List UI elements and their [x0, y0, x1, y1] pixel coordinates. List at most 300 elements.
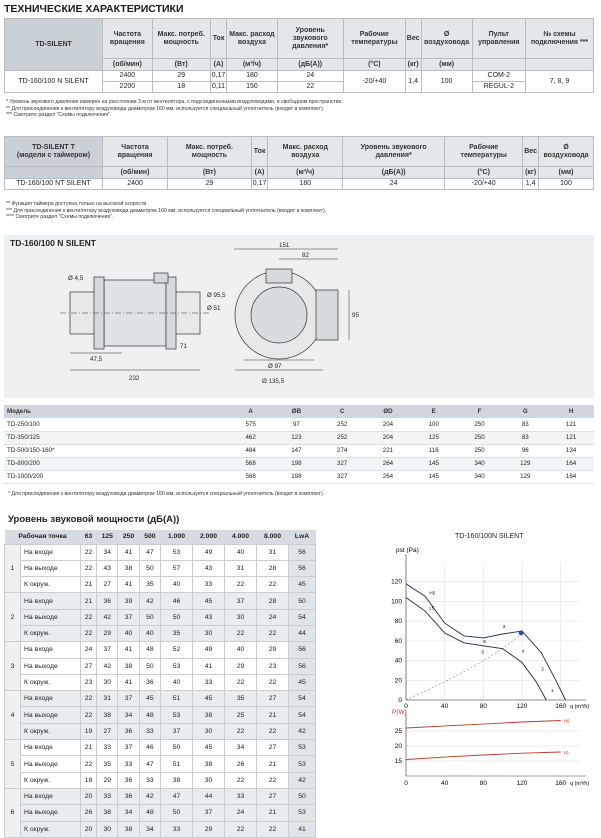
cell: 53 [288, 805, 315, 821]
table-row [5, 658, 316, 674]
cell: TD-250/100 [4, 418, 228, 431]
cell: 30 [193, 772, 225, 788]
cell: На входе [21, 788, 81, 804]
col-header: E [411, 405, 457, 418]
cell: 31 [225, 560, 257, 576]
cell: 83 [502, 418, 548, 431]
cell: 100 [539, 179, 594, 190]
cell: К окруж. [21, 625, 81, 641]
cell: 29 [168, 179, 252, 190]
cell: На выходе [21, 560, 81, 576]
unit: (кг) [405, 59, 421, 71]
model-header: TD-SILENT T (модели с таймером) [5, 137, 103, 167]
chart-title: TD-160/100N SILENT [455, 533, 524, 540]
work-point: 6 [5, 788, 21, 837]
unit: (м³/ч) [227, 59, 277, 71]
cell: 40 [161, 577, 193, 593]
spec-table-timer [4, 136, 594, 190]
cell: 33 [139, 772, 160, 788]
cell: На выходе [21, 658, 81, 674]
terminal-front [266, 269, 292, 283]
dim-97: Ø 97 [268, 363, 282, 370]
cell: 22 [81, 707, 97, 723]
cell: 0,17 [210, 71, 227, 82]
cell: 24 [256, 609, 288, 625]
cell: 31 [256, 544, 288, 560]
col-header: № схемы подключения *** [525, 19, 593, 59]
cell: 42 [97, 658, 118, 674]
unit: (А) [251, 167, 268, 179]
y-tick-label: 20 [394, 743, 402, 750]
cell: К окруж. [21, 772, 81, 788]
x-tick-label: 80 [479, 703, 487, 710]
cell: 38 [118, 658, 139, 674]
cell: 22 [81, 560, 97, 576]
table-row [5, 756, 316, 772]
cell: 37 [193, 805, 225, 821]
cell: 24 [81, 642, 97, 658]
note-line: *** Для присоединения к вентилятору воздуховода диаметром 160 мм, используется специальный уплотнитель (входит в комплект). [6, 207, 327, 214]
cell: 274 [319, 444, 365, 457]
cell: -20/+40 [445, 179, 523, 190]
cell: 340 [457, 470, 503, 483]
cell: 250 [457, 431, 503, 444]
cell: 22 [256, 577, 288, 593]
col-header: Уровень звукового давления* [277, 19, 343, 59]
cell: 36 [97, 593, 118, 609]
cell: 42 [288, 772, 315, 788]
cell: 33 [161, 821, 193, 837]
col-header: Вес [523, 137, 539, 167]
cell: 33 [97, 788, 118, 804]
point-label: 4 [522, 648, 525, 654]
y-tick-label: 100 [391, 598, 402, 606]
cell: 38 [118, 560, 139, 576]
work-point: 4 [5, 691, 21, 740]
cell: 37 [161, 723, 193, 739]
unit: (°С) [445, 167, 523, 179]
table-row [5, 772, 316, 788]
cell: 121 [548, 431, 594, 444]
cell: 41 [193, 658, 225, 674]
y-tick-label: 60 [394, 637, 402, 645]
dim-82: 82 [302, 252, 309, 259]
unit [472, 59, 525, 71]
unit: (Вт) [152, 59, 210, 71]
unit: (кг) [523, 167, 539, 179]
cell: 575 [228, 418, 274, 431]
unit: (м³/ч) [268, 167, 343, 179]
table-row [5, 593, 316, 609]
cell: 54 [288, 691, 315, 707]
series-label: H5 [429, 590, 436, 596]
cell: 40 [139, 625, 160, 641]
fan-drawing [4, 235, 594, 398]
cell: 327 [319, 457, 365, 470]
table-row [5, 609, 316, 625]
cell: 0,17 [251, 179, 268, 190]
cell: 21 [256, 707, 288, 723]
cell: 83 [502, 431, 548, 444]
col-header: 4.000 [225, 530, 257, 544]
cell: 462 [228, 431, 274, 444]
cell: 97 [274, 418, 320, 431]
cell: 23 [81, 674, 97, 690]
cell: 51 [161, 756, 193, 772]
cell: 35 [225, 691, 257, 707]
x-tick-label: 40 [441, 780, 449, 787]
cell: 180 [227, 71, 277, 82]
cell: 45 [139, 691, 160, 707]
series-line-L5 [406, 598, 546, 701]
cell: 221 [365, 444, 411, 457]
col-header: 8.000 [256, 530, 288, 544]
cell: 29 [256, 642, 288, 658]
cell: 22 [256, 821, 288, 837]
operating-point [519, 631, 524, 636]
col-header: ØB [274, 405, 320, 418]
cell: 22 [225, 674, 257, 690]
table-row [4, 418, 594, 431]
cell: На входе [21, 544, 81, 560]
col-header: G [502, 405, 548, 418]
col-header: Макс. потреб. мощность [152, 19, 210, 59]
model-header: TD-SILENT [5, 19, 103, 71]
cell: 40 [161, 674, 193, 690]
cell: 52 [161, 642, 193, 658]
cell: 22 [81, 691, 97, 707]
cell: 21 [81, 593, 97, 609]
cell: 18 [81, 772, 97, 788]
work-point: 2 [5, 593, 21, 642]
y-tick-label: 25 [394, 728, 402, 735]
cell: 33 [97, 740, 118, 756]
cell: 45 [193, 740, 225, 756]
cell: 2200 [103, 82, 153, 93]
cell: 204 [365, 431, 411, 444]
col-header: Ток [251, 137, 268, 167]
cell: 568 [228, 457, 274, 470]
y-tick-label: 80 [394, 618, 402, 626]
cell: 47 [139, 544, 160, 560]
y-axis-label: pst (Pa) [396, 547, 419, 554]
point-label: 2 [541, 666, 544, 672]
cell: На выходе [21, 609, 81, 625]
cell: 21 [256, 756, 288, 772]
cell: На выходе [21, 707, 81, 723]
cell: 33 [193, 577, 225, 593]
cell: На входе [21, 642, 81, 658]
cell: 53 [161, 544, 193, 560]
cell: 24 [343, 179, 445, 190]
x-tick-label: 120 [516, 780, 528, 787]
unit: (об/мин) [103, 167, 168, 179]
cell: 125 [411, 431, 457, 444]
col-header: LwA [288, 530, 315, 544]
cell: 35 [97, 756, 118, 772]
cell: 100 [421, 71, 472, 93]
work-point: 5 [5, 740, 21, 789]
x-tick-label: 80 [479, 780, 487, 787]
cell: 22 [225, 772, 257, 788]
cell: 26 [81, 805, 97, 821]
cell: 1,4 [405, 71, 421, 93]
cell: 45 [288, 674, 315, 690]
cell: 22 [256, 723, 288, 739]
x-tick-label: 40 [441, 703, 449, 710]
cell: 29 [225, 658, 257, 674]
cell: 40 [225, 544, 257, 560]
cell: К окруж. [21, 674, 81, 690]
dim-95-5: Ø 95,5 [207, 292, 226, 299]
note-line: ** Для присоединения к вентилятору воздуховода диаметром 160 мм, используется специальный уплотнитель (входит в комплект). [6, 105, 325, 112]
side-box [316, 290, 338, 340]
cell: 27 [256, 740, 288, 756]
cell: 568 [228, 470, 274, 483]
cell: 22 [81, 609, 97, 625]
x-tick-label: 0 [404, 780, 408, 787]
cell: 28 [256, 560, 288, 576]
sound-title: Уровень звуковой мощности (дБ(А)) [8, 514, 180, 525]
cell: 145 [411, 470, 457, 483]
note-line: *** Смотрите раздел "Схемы подключения". [6, 112, 112, 118]
y-tick-label: 15 [394, 758, 402, 765]
dim-71: 71 [180, 343, 187, 350]
cell: 53 [161, 707, 193, 723]
col-header: Рабочие температуры [343, 19, 405, 59]
cell: 145 [411, 457, 457, 470]
col-header: F [457, 405, 503, 418]
drawing-title: TD-160/100 N SILENT [10, 238, 96, 248]
point-label: 5 [481, 649, 484, 655]
cell: 56 [288, 544, 315, 560]
cell: К окруж. [21, 821, 81, 837]
unit: (А) [210, 59, 227, 71]
table-row [5, 544, 316, 560]
cell: 30 [193, 723, 225, 739]
cell: 42 [139, 593, 160, 609]
col-header: ØD [365, 405, 411, 418]
table-row [5, 723, 316, 739]
cell: 164 [548, 470, 594, 483]
cell: 56 [288, 642, 315, 658]
dim-95: 95 [352, 312, 359, 319]
cell: 34 [139, 821, 160, 837]
cell: 29 [193, 821, 225, 837]
cell: 49 [193, 544, 225, 560]
cell: TD-1000/200 [4, 470, 228, 483]
cell: 150 [227, 82, 277, 93]
cell: 43 [97, 560, 118, 576]
cell: 25 [225, 707, 257, 723]
cell: На входе [21, 740, 81, 756]
unit: (мм) [539, 167, 594, 179]
terminal-box [154, 273, 168, 283]
fan-curve-chart [362, 540, 598, 798]
cell: 27 [81, 658, 97, 674]
cell: 42 [288, 723, 315, 739]
cell: 22 [225, 625, 257, 641]
model-cell: TD-160/100 N SILENT [5, 71, 103, 93]
table-row [5, 560, 316, 576]
cell: COM-2 [472, 71, 525, 82]
cell: 22 [256, 674, 288, 690]
cell: 56 [288, 560, 315, 576]
cell: К окруж. [21, 577, 81, 593]
cell: 38 [193, 707, 225, 723]
notes-1 [6, 99, 343, 119]
cell: 50 [161, 740, 193, 756]
cell: 164 [548, 457, 594, 470]
cell: 24 [277, 71, 343, 82]
cell: 24 [225, 805, 257, 821]
col-header: Ø воздуховода [421, 19, 472, 59]
cell: 41 [118, 642, 139, 658]
cell: На выходе [21, 756, 81, 772]
work-point: 1 [5, 544, 21, 593]
col-header: A [228, 405, 274, 418]
cell: На входе [21, 691, 81, 707]
x-axis-label: q (m³/h) [570, 781, 590, 787]
cell: 23 [256, 658, 288, 674]
cell: 47 [139, 756, 160, 772]
col-header: 125 [97, 530, 118, 544]
x-tick-label: 160 [555, 780, 567, 787]
cell: 50 [161, 609, 193, 625]
cell: 21 [81, 740, 97, 756]
cell: 31 [97, 691, 118, 707]
cell: 2400 [103, 179, 168, 190]
table-row [5, 788, 316, 804]
cell: 21 [81, 577, 97, 593]
cell: 22 [225, 577, 257, 593]
cell: На выходе [21, 805, 81, 821]
cell: 41 [118, 544, 139, 560]
unit: (дБ(А)) [343, 167, 445, 179]
table-row [5, 577, 316, 593]
cell: 27 [97, 577, 118, 593]
cell: REGUL-2 [472, 82, 525, 93]
x-tick-label: 160 [555, 703, 567, 710]
cell: 20 [81, 821, 97, 837]
cell: 42 [97, 609, 118, 625]
unit: (°С) [343, 59, 405, 71]
cell: 27 [256, 788, 288, 804]
point-label: 3 [502, 624, 506, 630]
cell: 49 [193, 642, 225, 658]
cell: 121 [548, 418, 594, 431]
cell: 327 [319, 470, 365, 483]
col-header: Ток [210, 19, 227, 59]
cell: 100 [411, 418, 457, 431]
power-line-H5 [406, 721, 561, 729]
cell: 34 [118, 707, 139, 723]
cell: 36 [139, 674, 160, 690]
unit: (Вт) [168, 167, 252, 179]
cell: 44 [193, 788, 225, 804]
cell: 50 [288, 788, 315, 804]
cell: 252 [319, 431, 365, 444]
cell: 134 [548, 444, 594, 457]
cell: 129 [502, 457, 548, 470]
cell: 41 [288, 821, 315, 837]
unit: (об/мин) [103, 59, 153, 71]
cell: 26 [225, 756, 257, 772]
cell: 47 [161, 788, 193, 804]
power-line-L5 [406, 752, 561, 760]
cell: 51 [161, 691, 193, 707]
note-line: * Уровень звукового давления измерен на расстоянии 3 м от вентилятора, с подсоединенными воздуховодами, в свободном пространстве. [6, 99, 343, 105]
cell: 22 [225, 723, 257, 739]
cell: 22 [81, 756, 97, 772]
col-header: Пульт управления [472, 19, 525, 59]
table-row [4, 470, 594, 483]
work-point: 3 [5, 642, 21, 691]
dim-135-5: Ø 135,5 [262, 378, 285, 385]
cell: 250 [457, 418, 503, 431]
note-line: ** Функция таймера доступна только на высокой скорости. [6, 201, 148, 207]
page-title: ТЕХНИЧЕСКИЕ ХАРАКТЕРИСТИКИ [4, 3, 184, 15]
cell: 29 [97, 772, 118, 788]
cell: 36 [118, 772, 139, 788]
cell: 53 [161, 658, 193, 674]
col-header: C [319, 405, 365, 418]
cell: 22 [256, 625, 288, 641]
cell: 45 [193, 593, 225, 609]
dim-hole: Ø 4,5 [68, 275, 84, 282]
cell: -20/+40 [343, 71, 405, 93]
cell: 22 [81, 625, 97, 641]
cell: 116 [411, 444, 457, 457]
dimension-table [4, 405, 594, 484]
sound-table [4, 530, 316, 838]
cell: 198 [274, 470, 320, 483]
cell: 38 [97, 805, 118, 821]
cell: 37 [97, 642, 118, 658]
cell: К окруж. [21, 723, 81, 739]
cell: TD-800/200 [4, 457, 228, 470]
col-header: 250 [118, 530, 139, 544]
cell: 29 [97, 625, 118, 641]
dim-232: 232 [129, 375, 140, 382]
cell: 50 [288, 593, 315, 609]
cell: 27 [256, 691, 288, 707]
cell: 252 [319, 418, 365, 431]
cell: 33 [225, 788, 257, 804]
col-header: Рабочая точка [5, 530, 81, 544]
cell: 29 [152, 71, 210, 82]
model-cell: TD-160/100 NT SILENT [5, 179, 103, 190]
cell: 22 [81, 544, 97, 560]
cell: 43 [193, 560, 225, 576]
cell: 37 [225, 593, 257, 609]
cell: 37 [118, 740, 139, 756]
cell: 22 [225, 821, 257, 837]
cell: 38 [161, 772, 193, 788]
cell: 22 [256, 772, 288, 788]
cell: 28 [256, 593, 288, 609]
cell: 53 [288, 756, 315, 772]
cell: 33 [139, 723, 160, 739]
cell: 96 [502, 444, 548, 457]
col-header: Частота вращения [103, 19, 153, 59]
cell: 33 [193, 674, 225, 690]
unit [525, 59, 593, 71]
col-header: H [548, 405, 594, 418]
y-axis-label: P(W) [392, 709, 407, 716]
x-tick-label: 0 [404, 703, 408, 710]
cell: 44 [288, 625, 315, 641]
